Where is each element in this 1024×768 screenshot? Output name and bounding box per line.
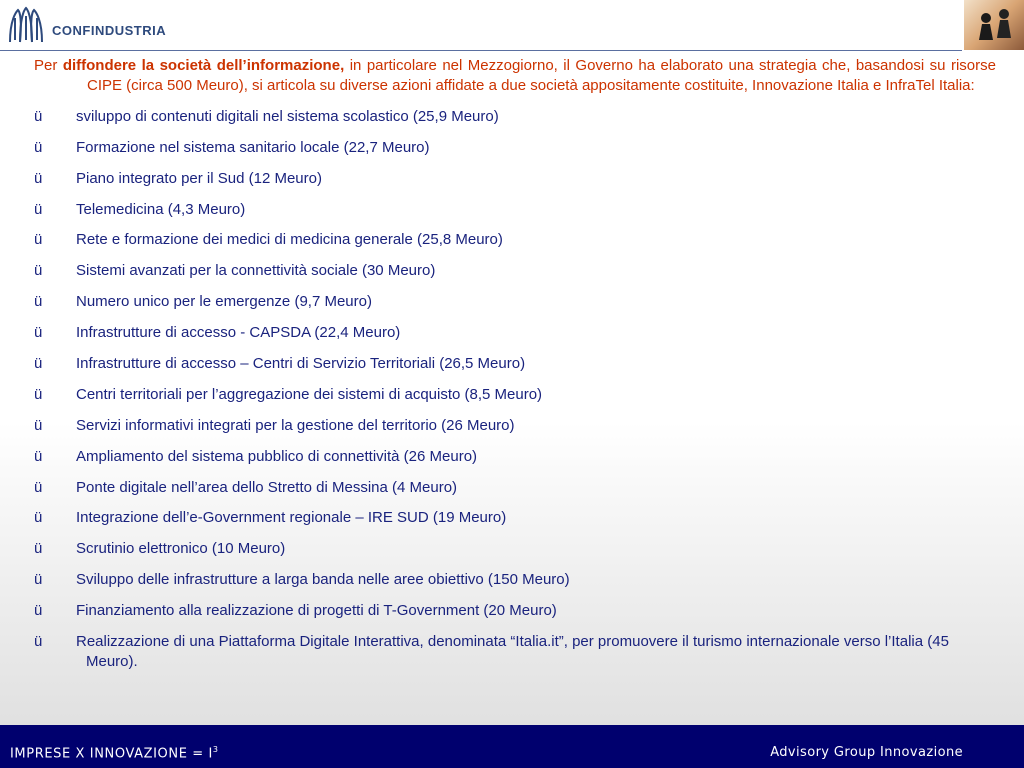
- checkmark-bullet-icon: ü: [34, 169, 43, 187]
- checkmark-bullet-icon: ü: [34, 107, 43, 125]
- list-item: [34, 447, 996, 467]
- list-item-text: Integrazione dell’e-Government regionale – IRE SUD (19 Meuro): [76, 509, 507, 527]
- list-item: [34, 508, 996, 528]
- list-item: [34, 230, 996, 250]
- list-item: [34, 292, 996, 312]
- list-item: [34, 478, 996, 498]
- checkmark-bullet-icon: ü: [34, 200, 43, 218]
- list-item: [34, 169, 996, 189]
- list-item-text: Ponte digitale nell’area dello Stretto di Messina (4 Meuro): [76, 478, 458, 496]
- list-item-text: sviluppo di contenuti digitali nel sistema scolastico (25,9 Meuro): [76, 107, 499, 125]
- list-item: [34, 601, 996, 621]
- list-item-text: Servizi informativi integrati per la gestione del territorio (26 Meuro): [76, 416, 515, 434]
- list-item-text: Scrutinio elettronico (10 Meuro): [76, 540, 286, 558]
- confindustria-emblem-icon: [6, 6, 46, 46]
- checkmark-bullet-icon: ü: [34, 355, 43, 373]
- list-item-text: Sviluppo delle infrastrutture a larga banda nelle aree obiettivo (150 Meuro): [76, 571, 570, 589]
- list-item-text: Sistemi avanzati per la connettività sociale (30 Meuro): [76, 262, 436, 280]
- footer-tagline-text: IMPRESE X INNOVAZIONE = I: [10, 746, 213, 762]
- list-item-text: Telemedicina (4,3 Meuro): [76, 200, 246, 218]
- list-item: [34, 107, 996, 127]
- list-item-text: Infrastrutture di accesso – Centri di Servizio Territoriali (26,5 Meuro): [76, 355, 526, 373]
- slide-footer: [0, 725, 1024, 768]
- logo-text: CONFINDUSTRIA: [52, 22, 167, 38]
- chess-pieces-image: [964, 0, 1024, 50]
- list-item-text: Infrastrutture di accesso - CAPSDA (22,4 Meuro): [76, 324, 401, 342]
- checkmark-bullet-icon: ü: [34, 571, 43, 589]
- checkmark-bullet-icon: ü: [34, 416, 43, 434]
- list-item-text: Rete e formazione dei medici di medicina generale (25,8 Meuro): [76, 231, 503, 249]
- list-item: [34, 416, 996, 436]
- page-number: 37: [588, 725, 604, 741]
- list-item: [34, 200, 996, 220]
- list-item-text: Ampliamento del sistema pubblico di connettività (26 Meuro): [76, 447, 478, 465]
- checkmark-bullet-icon: ü: [34, 447, 43, 465]
- checkmark-bullet-icon: ü: [34, 138, 43, 156]
- header-divider: [0, 50, 962, 51]
- funding-list: [34, 107, 996, 672]
- checkmark-bullet-icon: ü: [34, 540, 43, 558]
- list-item-text: Centri territoriali per l’aggregazione dei sistemi di acquisto (8,5 Meuro): [76, 385, 543, 403]
- intro-lead: Per: [34, 57, 63, 74]
- intro-emphasis: diffondere la società dell’informazione,: [62, 57, 345, 74]
- list-item: [34, 261, 996, 281]
- slide-header: [0, 0, 1024, 50]
- list-item-text: Realizzazione di una Piattaforma Digitale Interattiva, denominata “Italia.it”, per promuovere il turismo internazionale verso l’Italia (45 Meuro).: [76, 633, 949, 671]
- list-item: [34, 323, 996, 343]
- list-item: [34, 354, 996, 374]
- intro-paragraph: [34, 56, 996, 96]
- list-item-text: Finanziamento alla realizzazione di progetti di T-Government (20 Meuro): [76, 602, 557, 620]
- list-item: [34, 138, 996, 158]
- checkmark-bullet-icon: ü: [34, 231, 43, 249]
- checkmark-bullet-icon: ü: [34, 602, 43, 620]
- confindustria-logo: [6, 6, 166, 46]
- checkmark-bullet-icon: ü: [34, 509, 43, 527]
- footer-group-name: Advisory Group Innovazione: [770, 745, 963, 760]
- footer-tagline-sup: 3: [212, 745, 219, 754]
- checkmark-bullet-icon: ü: [34, 633, 43, 651]
- list-item: [34, 385, 996, 405]
- checkmark-bullet-icon: ü: [34, 324, 43, 342]
- list-item: [34, 570, 996, 590]
- intro-text: in particolare nel Mezzogiorno, il Governo ha elaborato una strategia che, basandosi su risorse CIPE (circa 500 Meuro), si articola su diverse azioni affidate a due società appositamente costituite, Innovazione Italia e InfraTel Italia:: [87, 57, 996, 94]
- list-item-text: Piano integrato per il Sud (12 Meuro): [76, 169, 322, 187]
- slide-content: [34, 56, 996, 672]
- checkmark-bullet-icon: ü: [34, 293, 43, 311]
- checkmark-bullet-icon: ü: [34, 385, 43, 403]
- corner-photo: [964, 0, 1024, 50]
- list-item: [34, 632, 996, 672]
- list-item-text: Formazione nel sistema sanitario locale (22,7 Meuro): [76, 138, 430, 156]
- footer-tagline: [10, 745, 219, 761]
- list-item-text: Numero unico per le emergenze (9,7 Meuro): [76, 293, 372, 311]
- checkmark-bullet-icon: ü: [34, 478, 43, 496]
- checkmark-bullet-icon: ü: [34, 262, 43, 280]
- list-item: [34, 539, 996, 559]
